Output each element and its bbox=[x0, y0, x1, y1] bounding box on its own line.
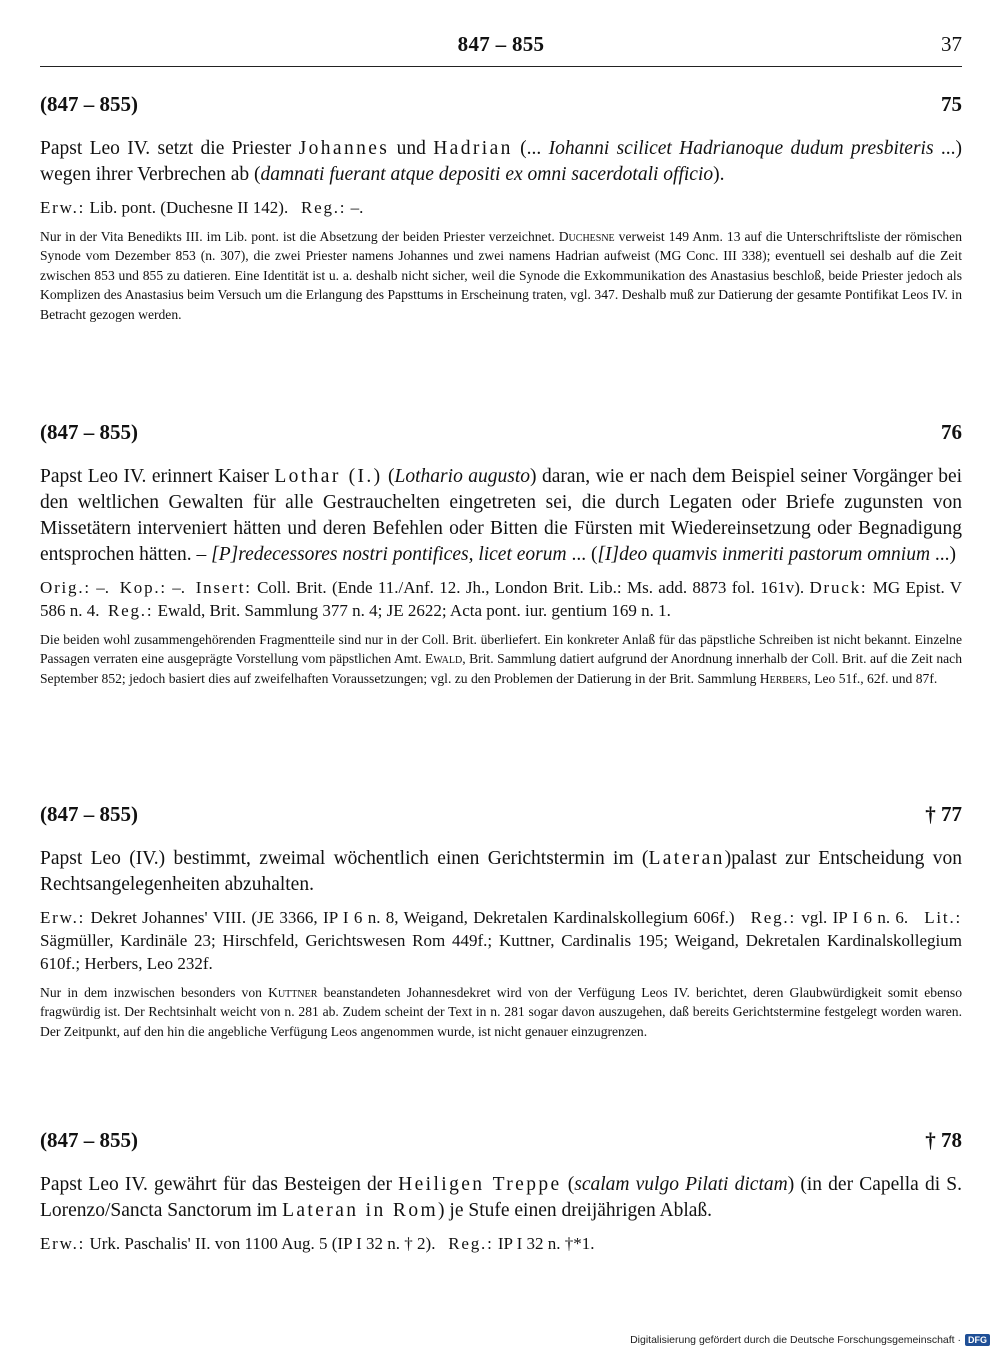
footer-text: Digitalisierung gefördert durch die Deutsche Forschungsgemeinschaft · bbox=[630, 1334, 961, 1346]
latin-quote: [P]redecessores nostri pontifices, licet eorum bbox=[211, 544, 567, 565]
latin-quote: [I]deo quamvis inmeriti pastorum omnium bbox=[597, 544, 931, 565]
commentary-note: Nur in der Vita Benedikts III. im Lib. pont. ist die Absetzung der beiden Priester verzeichnet. Duchesne verweist 149 Anm. 13 auf die Unterschriftsliste der römischen Synode vom Dezember 853 (n. 307), die zwei Priester namens Johannes und zwei namens Hadrian aufweist (MG Conc. III 338); eventuell sei deshalb auf die Zeit zwischen 853 und 855 zu datieren. Eine Identität ist u. a. deshalb nicht sicher, weil die Synode die Exkommunikation des Anastasius beschloß, beide Priester jedoch als Komplizen des Anastasius beim Versuch um die Erlangung des Papsttums in Erscheinung traten, vgl. 347. Deshalb muß zur Datierung der gesamte Pontifikat Leos IV. in Betracht gezogen werden. bbox=[40, 229, 962, 322]
author-name: Duchesne bbox=[558, 229, 615, 244]
funding-footer bbox=[630, 1334, 990, 1346]
page-number: 37 bbox=[941, 32, 962, 56]
entry-heading bbox=[40, 92, 962, 122]
sources-line: Erw.: Lib. pont. (Duchesne II 142). Reg.: –. bbox=[40, 198, 364, 217]
entry-heading bbox=[40, 802, 962, 832]
entry-date: (847 – 855) bbox=[40, 92, 138, 116]
commentary-note: Nur in dem inzwischen besonders von Kuttner beanstandeten Johannesdekret wird von der Verfügung Leos IV. berichtet, deren Glaubwürdigkeit somit ebenso fragwürdig ist. Der Rechtsinhalt weicht von n. 281 ab. Zudem scheint der Text in n. 281 sogar davon auszugehen, daß bereits Gerichtstermine festgelegt worden waren. Der Zeitpunkt, auf den hin die angebliche Verfügung Leos angenommen wurde, ist nicht genauer einzugrenzen. bbox=[40, 985, 962, 1039]
entry-date: (847 – 855) bbox=[40, 420, 138, 444]
latin-quote: Lothario augusto bbox=[394, 466, 531, 487]
entry-number: 76 bbox=[941, 420, 962, 444]
entry-date: (847 – 855) bbox=[40, 1128, 138, 1152]
regest-text: Papst Leo IV. erinnert Kaiser Lothar (I.) (Lothario augusto) daran, wie er nach dem Beispiel seiner Vorgänger bei den weltlichen Gewalten für alle Gestrauchelten eingetreten sei, die durch Legaten oder Briefe zugunsten von Missetätern interveniert hätten und deren Befehlen oder Bitten die Fürsten mit Wiedereinsetzung oder Begnadigung entsprochen hätten. – [P]redecessores nostri pontifices, licet eorum ... ([I]deo quamvis inmeriti pastorum omnium ...) bbox=[40, 466, 963, 565]
header-rule bbox=[40, 66, 962, 67]
commentary-note: Die beiden wohl zusammengehörenden Fragmentteile sind nur in der Coll. Brit. überliefert. Ein konkreter Anlaß für das päpstliche Schreiben ist nicht bekannt. Einzelne Passagen verraten eine ausgeprägte Vorstellung vom päpstlichen Amt. Ewald, Brit. Sammlung datiert aufgrund der Anordnung innerhalb der Coll. Brit. auf die Zeit nach September 852; jedoch basiert dies auf zweifelhaften Voraussetzungen; vgl. zu den Problemen der Datierung in der Brit. Sammlung Herbers, Leo 51f., 62f. und 87f. bbox=[40, 632, 963, 686]
entry-heading bbox=[40, 1128, 962, 1158]
entry-heading bbox=[40, 420, 962, 450]
entry-78 bbox=[40, 1128, 962, 1255]
running-head bbox=[40, 28, 962, 66]
dfg-logo: DFG bbox=[965, 1334, 990, 1346]
entry-77 bbox=[40, 802, 962, 1041]
sources-line: Erw.: Dekret Johannes' VIII. (JE 3366, IP I 6 n. 8, Weigand, Dekretalen Kardinalskollegium 606f.) Reg.: vgl. IP I 6 n. 6. Lit.: Sägmüller, Kardinäle 23; Hirschfeld, Gerichtswesen Rom 449f.; Kuttner, Cardinalis 195; Weigand, Dekretalen Kardinalskollegium 610f.; Herbers, Leo 232f. bbox=[40, 908, 963, 973]
person-name: Lothar bbox=[274, 466, 341, 487]
author-name: Ewald bbox=[425, 651, 463, 667]
sources-line: Erw.: Urk. Paschalis' II. von 1100 Aug. 5 (IP I 32 n. † 2). Reg.: IP I 32 n. †*1. bbox=[40, 1234, 595, 1253]
entry-date: (847 – 855) bbox=[40, 802, 138, 826]
latin-quote: Iohanni scilicet Hadrianoque dudum presbiteris bbox=[548, 138, 934, 159]
regest-text: Papst Leo IV. setzt die Priester Johannes und Hadrian (... Iohanni scilicet Hadrianoque dudum presbiteris ...) wegen ihrer Verbrechen ab (damnati fuerant atque depositi ex omni sacerdotali officio). bbox=[40, 138, 963, 185]
regest-text: Papst Leo (IV.) bestimmt, zweimal wöchentlich einen Gerichtstermin im (Lateran)palast zur Entscheidung von Rechtsangelegenheiten abzuhalten. bbox=[40, 848, 963, 895]
person-name: Hadrian bbox=[433, 138, 513, 159]
entry-75 bbox=[40, 92, 962, 324]
latin-quote: damnati fuerant atque depositi ex omni sacerdotali officio bbox=[260, 164, 714, 185]
place-name: Lateran in Rom bbox=[282, 1200, 439, 1221]
regest-text: Papst Leo IV. gewährt für das Besteigen der Heiligen Treppe (scalam vulgo Pilati dictam) (in der Capella di S. Lorenzo/Sancta Sanctorum im Lateran in Rom) je Stufe einen dreijährigen Ablaß. bbox=[40, 1174, 962, 1221]
running-title: 847 – 855 bbox=[457, 32, 545, 56]
person-name: Johannes bbox=[298, 138, 390, 159]
entry-number: 75 bbox=[941, 92, 962, 116]
entry-number: † 77 bbox=[925, 802, 962, 826]
place-name: Heiligen Treppe bbox=[398, 1174, 562, 1195]
latin-quote: scalam vulgo Pilati dictam bbox=[574, 1174, 788, 1195]
author-name: Herbers bbox=[759, 670, 808, 686]
place-name: Lateran bbox=[648, 848, 725, 869]
entry-number: † 78 bbox=[925, 1128, 962, 1152]
author-name: Kuttner bbox=[268, 985, 318, 1000]
entry-76 bbox=[40, 420, 962, 688]
sources-line: Orig.: –. Kop.: –. Insert: Coll. Brit. (Ende 11./Anf. 12. Jh., London Brit. Lib.: Ms. add. 8873 fol. 161v). Druck: MG Epist. V 586 n. 4. Reg.: Ewald, Brit. Sammlung 377 n. 4; JE 2622; Acta pont. iur. gentium 169 n. 1. bbox=[40, 578, 963, 620]
